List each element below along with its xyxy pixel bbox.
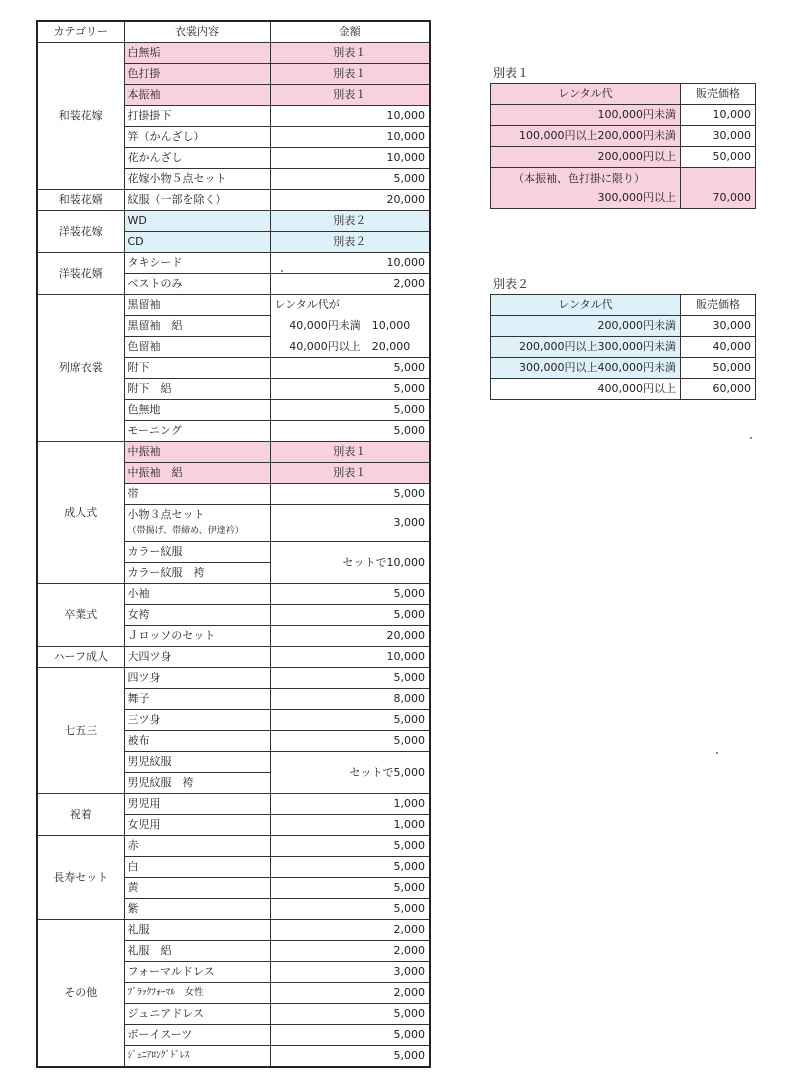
amount-cell: 5,000 [270, 710, 430, 731]
price-cell: 40,000 [681, 337, 756, 358]
category-cell: その他 [37, 920, 124, 1068]
item-cell: 帯 [124, 484, 270, 505]
amount-cell: 5,000 [270, 169, 430, 190]
scan-speck [716, 752, 718, 754]
item-cell: 黄 [124, 878, 270, 899]
item-cell: ｼﾞｭﾆｱﾛﾝｸﾞﾄﾞﾚｽ [124, 1046, 270, 1068]
table-row [37, 442, 430, 463]
item-cell: 赤 [124, 836, 270, 857]
category-cell: 和装花婿 [37, 190, 124, 211]
amount-cell: 20,000 [270, 190, 430, 211]
table-row [37, 190, 430, 211]
amount-cell: 5,000 [270, 857, 430, 878]
amount-cell: 5,000 [270, 668, 430, 689]
item-cell: ベストのみ [124, 274, 270, 295]
header-amount: 金額 [270, 21, 430, 43]
rental-cell: 300,000円以上400,000円未満 [491, 358, 681, 379]
item-cell: 附下 絽 [124, 379, 270, 400]
amount-cell: 別表１ [270, 442, 430, 463]
item-cell: 黒留袖 [124, 295, 270, 316]
rental-cell: 400,000円以上 [491, 379, 681, 400]
costume-price-table [36, 20, 431, 1068]
amount-cell: 別表１ [270, 463, 430, 484]
table-row [491, 105, 756, 126]
header-rental: レンタル代 [491, 84, 681, 105]
category-cell: 長寿セット [37, 836, 124, 920]
item-cell: 笄（かんざし） [124, 127, 270, 148]
amount-cell: 8,000 [270, 689, 430, 710]
header-price: 販売価格 [681, 295, 756, 316]
price-cell: 70,000 [681, 168, 756, 209]
table-row [491, 358, 756, 379]
rental-cell: 200,000円未満 [491, 316, 681, 337]
table-row [37, 43, 430, 64]
beppyo1-table [490, 83, 756, 209]
item-cell: 白無垢 [124, 43, 270, 64]
item-cell: 礼服 絽 [124, 941, 270, 962]
item-cell: モーニング [124, 421, 270, 442]
amount-cell: 5,000 [270, 358, 430, 379]
amount-cell: 別表２ [270, 232, 430, 253]
item-cell: 色留袖 [124, 337, 270, 358]
rental-cell: 200,000円以上300,000円未満 [491, 337, 681, 358]
item-cell: 黒留袖 絽 [124, 316, 270, 337]
item-cell: 被布 [124, 731, 270, 752]
price-cell: 60,000 [681, 379, 756, 400]
table-header-row [37, 21, 430, 43]
amount-cell: 5,000 [270, 1025, 430, 1046]
price-cell: 50,000 [681, 358, 756, 379]
amount-cell: 5,000 [270, 731, 430, 752]
item-cell [124, 505, 270, 542]
amount-cell: 20,000 [270, 626, 430, 647]
item-label: 小物３点セット [127, 508, 205, 521]
header-content: 衣裳内容 [124, 21, 270, 43]
amount-cell: 10,000 [270, 127, 430, 148]
item-cell: ボーイスーツ [124, 1025, 270, 1046]
item-cell: カラー紋服 [124, 542, 270, 563]
item-sub-label: （帯揚げ、帯締め、伊達衿） [127, 526, 244, 536]
scan-speck [750, 437, 752, 439]
amount-cell: 別表１ [270, 85, 430, 106]
beppyo2-title: 別表２ [493, 277, 530, 291]
rental-over-cell: 40,000円以上 20,000 [270, 337, 430, 358]
amount-cell: 5,000 [270, 899, 430, 920]
rental-cell: 100,000円未満 [491, 105, 681, 126]
item-cell: 礼服 [124, 920, 270, 941]
amount-cell: 5,000 [270, 421, 430, 442]
table-row [37, 295, 430, 316]
rental-value: 300,000円以上 [597, 191, 676, 204]
rental-under-cell: 40,000円未満 10,000 [270, 316, 430, 337]
rental-cell: 100,000円以上200,000円未満 [491, 126, 681, 147]
table-row [37, 253, 430, 274]
rental-note-cell: レンタル代が [270, 295, 430, 316]
item-cell: 附下 [124, 358, 270, 379]
category-cell: ハーフ成人 [37, 647, 124, 668]
rental-cell [491, 168, 681, 209]
amount-cell: 5,000 [270, 836, 430, 857]
amount-cell: 3,000 [270, 962, 430, 983]
scan-speck [281, 270, 283, 272]
amount-cell: 3,000 [270, 505, 430, 542]
amount-cell: 5,000 [270, 400, 430, 421]
table-header-row [491, 84, 756, 105]
item-cell: 女児用 [124, 815, 270, 836]
amount-cell: 別表１ [270, 43, 430, 64]
item-cell: 中振袖 絽 [124, 463, 270, 484]
item-cell: 打掛掛下 [124, 106, 270, 127]
amount-cell: 2,000 [270, 920, 430, 941]
amount-cell: 2,000 [270, 941, 430, 962]
table-row [491, 379, 756, 400]
category-cell: 成人式 [37, 442, 124, 584]
item-cell: WD [124, 211, 270, 232]
table-row [37, 668, 430, 689]
category-cell: 洋装花婿 [37, 253, 124, 295]
item-cell: 女袴 [124, 605, 270, 626]
beppyo1-note: （本振袖、色打掛に限り） [513, 172, 645, 185]
category-cell: 卒業式 [37, 584, 124, 647]
amount-cell: 1,000 [270, 815, 430, 836]
price-cell: 30,000 [681, 126, 756, 147]
category-cell: 洋装花嫁 [37, 211, 124, 253]
item-cell: 男児紋服 袴 [124, 773, 270, 794]
header-category: カテゴリー [37, 21, 124, 43]
amount-cell: 5,000 [270, 1004, 430, 1025]
table-row [37, 647, 430, 668]
amount-cell: 10,000 [270, 148, 430, 169]
item-cell: 色打掛 [124, 64, 270, 85]
price-cell: 50,000 [681, 147, 756, 168]
category-cell: 祝着 [37, 794, 124, 836]
amount-cell: 5,000 [270, 605, 430, 626]
amount-cell: 10,000 [270, 106, 430, 127]
item-cell: 白 [124, 857, 270, 878]
amount-cell: 1,000 [270, 794, 430, 815]
item-cell: 男児用 [124, 794, 270, 815]
item-cell: 男児紋服 [124, 752, 270, 773]
amount-cell: 2,000 [270, 274, 430, 295]
item-cell: 中振袖 [124, 442, 270, 463]
item-cell: 花かんざし [124, 148, 270, 169]
table-row [491, 147, 756, 168]
amount-cell: 5,000 [270, 1046, 430, 1068]
item-cell: 紫 [124, 899, 270, 920]
table-row [491, 168, 756, 209]
table-row [37, 211, 430, 232]
set-amount-cell: セットで5,000 [270, 752, 430, 794]
table-row [37, 794, 430, 815]
table-row [37, 584, 430, 605]
item-cell: Ｊロッソのセット [124, 626, 270, 647]
item-cell: ﾌﾞﾗｯｸﾌｫｰﾏﾙ 女性 [124, 983, 270, 1004]
amount-cell: 10,000 [270, 647, 430, 668]
beppyo1-title: 別表１ [493, 66, 530, 80]
item-cell: CD [124, 232, 270, 253]
item-cell: フォーマルドレス [124, 962, 270, 983]
item-cell: 三ツ身 [124, 710, 270, 731]
item-cell: 舞子 [124, 689, 270, 710]
table-row [37, 836, 430, 857]
amount-cell: 別表２ [270, 211, 430, 232]
item-cell: 大四ツ身 [124, 647, 270, 668]
amount-cell: 2,000 [270, 983, 430, 1004]
rental-cell: 200,000円以上 [491, 147, 681, 168]
set-amount-cell: セットで10,000 [270, 542, 430, 584]
header-price: 販売価格 [681, 84, 756, 105]
table-row [37, 920, 430, 941]
amount-cell: 5,000 [270, 584, 430, 605]
category-cell: 和装花嫁 [37, 43, 124, 190]
table-row [491, 126, 756, 147]
item-cell: 四ツ身 [124, 668, 270, 689]
amount-cell: 10,000 [270, 253, 430, 274]
amount-cell: 5,000 [270, 379, 430, 400]
category-cell: 七五三 [37, 668, 124, 794]
amount-cell: 5,000 [270, 484, 430, 505]
item-cell: 紋服（一部を除く） [124, 190, 270, 211]
beppyo2-table [490, 294, 756, 400]
item-cell: ジュニアドレス [124, 1004, 270, 1025]
category-cell: 列席衣裳 [37, 295, 124, 442]
item-cell: 色無地 [124, 400, 270, 421]
header-rental: レンタル代 [491, 295, 681, 316]
table-row [491, 337, 756, 358]
item-cell: 小袖 [124, 584, 270, 605]
table-header-row [491, 295, 756, 316]
price-cell: 30,000 [681, 316, 756, 337]
price-cell: 10,000 [681, 105, 756, 126]
item-cell: 本振袖 [124, 85, 270, 106]
item-cell: 花嫁小物５点セット [124, 169, 270, 190]
item-cell: カラー紋服 袴 [124, 563, 270, 584]
table-row [491, 316, 756, 337]
item-cell: タキシード [124, 253, 270, 274]
amount-cell: 別表１ [270, 64, 430, 85]
amount-cell: 5,000 [270, 878, 430, 899]
